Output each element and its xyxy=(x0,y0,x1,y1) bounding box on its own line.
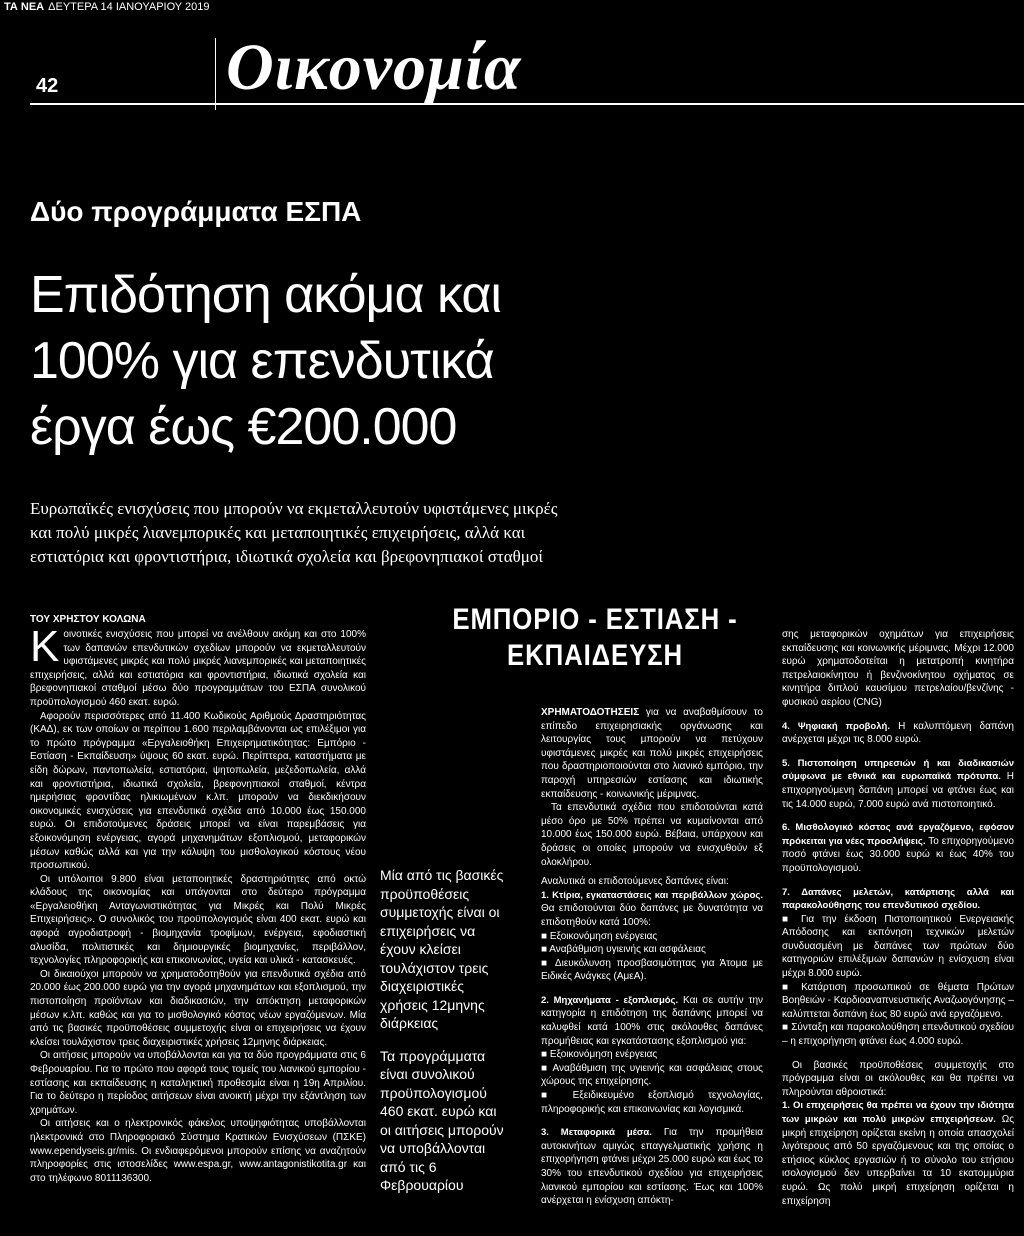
article-paragraph: Αφορούν περισσότερες από 11.400 Κωδικούς Αριθμούς Δραστηριότητας (ΚΑΔ), εκ των οποίων οι περίπου 1.600 περιλαμβάνονται ως επιλέξιμοι για το πρώτο πρόγραμμα «Εργαλειοθήκη Επιχειρηματικότητας: Εμπόριο - Εστίαση - Εκπαίδευση» ύψους 60 εκατ. ευρώ. Περίπτερα, καταστήματα με είδη δώρων, παντοπωλεία, εστιατόρια, ψητοπωλεία, μεζεδοπωλεία, αλλά και φροντιστήρια, ιδιωτικά σχολεία, βρεφονηπιακοί σταθμοί, κέντρα ημερήσιας φροντίδας ηλικιωμένων κ.λπ. μπορούν να διεκδικήσουν οικονομικές ενισχύσεις για επενδυτικά σχέδια από 10.000 έως 150.000 ευρώ. Οι επιδοτούμενες δράσεις μπορεί να είναι παρεμβάσεις για εξοικονόμηση ενέργειας, αγορά μηχανημάτων εξοπλισμού, μεταφορικών μέσων καθώς αλλά και για την κάλυψη του μισθολογικού κόστους νέου προσωπικού. xyxy=(30,710,366,872)
box-item: 5. Πιστοποίηση υπηρεσιών ή και διαδικασιών σύμφωνα με εθνικά και ευρωπαϊκά πρότυπα. Η επιχορηγούμενη δαπάνη μπορεί να φτάνει έως και τις 14.000 ευρώ, 7.000 ευρώ ανά πιστοποιητικό. xyxy=(782,757,1014,810)
box-title xyxy=(434,602,756,674)
dateline: ΔΕΥΤΕΡΑ 14 ΙΑΝΟΥΑΡΙΟΥ 2019 xyxy=(48,1,210,13)
box-paragraph: Οι βασικές προϋποθέσεις συμμετοχής στο πρόγραμμα είναι οι ακόλουθες και θα πρέπει να πληρούνται αθροιστικά: xyxy=(782,1059,1014,1098)
article-kicker: Δύο προγράμματα ΕΣΠΑ xyxy=(30,196,362,227)
bullet-item: ■ Εξειδικευμένο εξοπλισμό τεχνολογίας, πληροφορικής και επικοινωνίας και λογισμικά. xyxy=(541,1089,763,1116)
bullet-item: ■ Εξοικονόμηση ενέργειας xyxy=(541,1048,763,1062)
pull-quote-text: Τα προγράμματα είναι συνολικού προϋπολογισμού 460 εκατ. ευρώ και οι αιτήσεις μπορούν να υποβάλλονται από τις 6 Φεβρουαρίου xyxy=(380,1047,504,1193)
article-paragraph: Οι αιτήσεις μπορούν να υποβάλλονται και για τα δύο προγράμματα στις 6 Φεβρουαρίου. Για το πρώτο που αφορά τους τομείς του λιανικού εμπορίου - εστίασης και εκπαίδευσης η καταληκτική προθεσμία είναι η 19η Απριλίου. Για το δεύτερο η περίοδος αιτήσεων είναι ανοικτή μέχρι την εξάντληση των χρημάτων. xyxy=(30,1050,366,1116)
masthead: ΤΑ ΝΕΑ xyxy=(4,1,45,13)
pull-quote xyxy=(380,866,508,1209)
article-paragraph: Οι δικαιούχοι μπορούν να χρηματοδοτηθούν για επενδυτικά σχέδια από 20.000 έως 200.000 ευρώ για την αγορά μηχανημάτων και εξοπλισμού, την πιστοποίηση προϊόντων και διαδικασιών, την απόκτηση μεταφορικών μέσων κ.λπ. καθώς και για το μισθολογικό κόστος νέων εργαζόμενων. Μία από τις βασικές προϋποθέσεις συμμετοχής είναι οι επιχειρήσεις να έχουν κλείσει τουλάχιστον τρεις διαχειριστικές χρήσεις 12μηνης διάρκειας. xyxy=(30,968,366,1048)
top-bar xyxy=(0,0,1024,14)
deck-line: Ευρωπαϊκές ενισχύσεις που μπορούν να εκμεταλλευτούν υφιστάμενες μικρές xyxy=(30,499,558,518)
bullet-item: ■ Αναβάθμιση της υγιεινής και ασφάλειας στους χώρους της επιχείρησης. xyxy=(541,1062,763,1089)
box-column-2 xyxy=(541,706,763,1208)
bullet-item: ■ Για την έκδοση Πιστοποιητικού Ενεργειακής Απόδοσης και εκπόνηση τεχνικών μελετών συνδυασμένη με δαπάνες των πρώτων δύο κατηγοριών επιλέξιμων δαπανών η ενίσχυση είναι μέχρι 8.000 ευρώ. xyxy=(782,913,1014,981)
bullet-item: ■ Διευκόλυνση προσβασιμότητας για Άτομα με Ειδικές Ανάγκες (ΑμεΑ). xyxy=(541,957,763,984)
article-paragraph: Κοινοτικές ενισχύσεις που μπορεί να ανέλθουν ακόμη και στο 100% των δαπανών επενδυτικών σχεδίων μπορούν να εκμεταλλευτούν υφιστάμενες μικρές και πολύ μικρές λιανεμπορικές και μεταποιητικές επιχειρήσεις, αλλά και εστιατόρια και φροντιστήρια, ιδιωτικά σχολεία και βρεφονηπιακοί σταθμοί μέσω δύο προγραμμάτων του ΕΣΠΑ συνολικού προϋπολογισμού 460 εκατ. ευρώ. xyxy=(30,622,366,708)
box-item: 4. Ψηφιακή προβολή. Η καλυπτόμενη δαπάνη ανέρχεται μέχρι τις 8.000 ευρώ. xyxy=(782,720,1014,746)
drop-cap: Κ xyxy=(30,622,60,671)
article-deck xyxy=(30,497,670,569)
box-item: 6. Μισθολογικό κόστος ανά εργαζόμενο, εφόσον πρόκειται για νέες προσλήψεις. Το επιχορηγούμενο ποσό φτάνει έως 30.000 ευρώ κι έως 40% του προϋπολογισμού. xyxy=(782,822,1014,874)
box-paragraph: σης μεταφορικών οχημάτων για επιχειρήσεις εκπαίδευσης και κοινωνικής μέριμνας. Μέχρι 12.000 ευρώ χρηματοδοτείται η μετατροπή κινητήρα πετρελαιοκίνητου ή βενζινοκίνητου οχήματος σε κινητήρα διπλού καυσίμου πετρελαίου/βενζίνης - φυσικού αερίου (CNG) xyxy=(782,629,1014,708)
page-number: 42 xyxy=(36,75,59,97)
article-headline xyxy=(30,262,670,460)
headline-line: Επιδότηση ακόμα και xyxy=(30,266,501,324)
box-paragraph: Αναλυτικά οι επιδοτούμενες δαπάνες είναι: xyxy=(541,876,729,888)
box-item: 1. Οι επιχειρήσεις θα πρέπει να έχουν την ιδιότητα των μικρών και πολύ μικρών επιχειρήσεων. Ως μικρή επιχείρηση ορίζεται εκείνη η οποία απασχολεί λιγότερους από 50 εργαζόμενους και της οποίας ο ετήσιος κύκλος εργασιών ή το σύνολο του ετήσιου ισολογισμού δεν υπερβαίνει τα 10 εκατομμύρια ευρώ. Ως πολύ μικρή επιχείρηση ορίζεται η επιχείρηση xyxy=(782,1100,1015,1207)
deck-line: εστιατόρια και φροντιστήρια, ιδιωτικά σχολεία και βρεφονηπιακοί σταθμοί xyxy=(30,547,543,566)
pull-quote-text: Μία από τις βασικές προϋποθέσεις συμμετοχής είναι οι επιχειρήσεις να έχουν κλείσει τουλάχιστον τρεις διαχειριστικές χρήσεις 12μηνης διάρκειας xyxy=(380,867,504,1031)
bullet-item: ■ Εξοικονόμηση ενέργειας xyxy=(541,930,763,944)
box-item-heading: 7. Δαπάνες μελετών, κατάρτισης αλλά και παρακολούθησης του επενδυτικού σχεδίου. xyxy=(782,886,1014,912)
header-divider xyxy=(215,38,216,110)
bullet-item: ■ Αναβάθμιση υγιεινής και ασφάλειας xyxy=(541,943,763,957)
article-column-1 xyxy=(30,622,366,1185)
headline-line: 100% για επενδυτικά xyxy=(30,332,494,390)
article-paragraph: Οι αιτήσεις και ο ηλεκτρονικός φάκελος υποψηφιότητας υποβάλλονται ηλεκτρονικά στο Πληροφοριακό Σύστημα Κρατικών Ενισχύσεων (ΠΣΚΕ) www.ependyseis.gr/mis. Οι ενδιαφερόμενοι μπορούν επίσης να αναζητούν πληροφορίες στις ιστοσελίδες www.espa.gr, www.antagonistikotita.gr και στο τηλέφωνο 8011136300. xyxy=(30,1118,366,1184)
box-item: 2. Μηχανήματα - εξοπλισμός. Και σε αυτήν την κατηγορία η επιδότηση της δαπάνης μπορεί να καλυφθεί κατά 100% στις ακόλουθες δαπάνες προμήθειας και εγκατάστασης εξοπλισμού για: xyxy=(541,994,764,1047)
box-title-line: ΕΚΠΑΙΔΕΥΣΗ xyxy=(507,639,683,672)
box-paragraph: ΧΡΗΜΑΤΟΔΟΤΗΣΕΙΣ για να αναβαθμίσουν το επίπεδο επιχειρησιακής οργάνωσης και λειτουργίας τους μπορούν να πετύχουν υφιστάμενες μικρές και πολύ μικρές επιχειρήσεις που δραστηριοποιούνται στο λιανικό εμπόριο, την παροχή υπηρεσιών εστίασης και ιδιωτικής εκπαίδευσης - κοινωνικής μέριμνας. xyxy=(541,707,763,800)
box-item: 1. Κτίρια, εγκαταστάσεις και περιβάλλων χώρος. Θα επιδοτούνται δύο δαπάνες με δυνατότητα να επιδοτηθούν κατά 100%: xyxy=(541,889,763,928)
header-rule xyxy=(30,103,1024,105)
headline-line: έργα έως €200.000 xyxy=(30,398,457,456)
box-title-line: ΕΜΠΟΡΙΟ - ΕΣΤΙΑΣΗ - xyxy=(452,603,738,636)
article-paragraph: Οι υπόλοιποι 9.800 είναι μεταποιητικές δραστηριότητες από οκτώ κλάδους της οικονομίας και υπάγονται στο δεύτερο πρόγραμμα «Εργαλειοθήκη Ανταγωνιστικότητας για Μικρές και Πολύ Μικρές Επιχειρήσεις». Ο συνολικός του προϋπολογισμός είναι 400 εκατ. ευρώ και αφορά αγροδιατροφή - βιομηχανία τροφίμων, ενέργεια, εφοδιαστική αλυσίδα, πολιτιστικές και δημιουργικές βιομηχανίες, περιβάλλον, τεχνολογίες πληροφορικής και επικοινωνίας, υγεία και υλικά - κατασκευές. xyxy=(30,873,366,967)
box-item: 3. Μεταφορικά μέσα. Για την προμήθεια αυτοκινήτων αμιγώς επαγγελματικής χρήσης η επιχορήγηση φτάνει μέχρι 25.000 ευρώ και έως το 30% του επενδυτικού σχεδίου για επιχειρήσεις λιανικού εμπορίου και εστίασης. Έως και 100% ανέρχεται η ενίσχυση απόκτη- xyxy=(541,1127,763,1207)
bullet-item: ■ Κατάρτιση προσωπικού σε θέματα Πρώτων Βοηθειών - Καρδιοαναπνευστικής Αναζωογόνησης – καλύπτεται δαπάνη έως 80 ευρώ ανά εργαζόμενο. xyxy=(782,981,1014,1022)
deck-line: και πολύ μικρές λιανεμπορικές και μεταποιητικές επιχειρήσεις, αλλά και xyxy=(30,523,526,542)
box-paragraph: Τα επενδυτικά σχέδια που επιδοτούνται κατά μέσο όρο με 50% πρέπει να κυμαίνονται από 10.000 έως 150.000 ευρώ. Βέβαια, υπάρχουν και δράσεις οι οποίες μπορούν να ενισχυθούν εξ ολοκλήρου. xyxy=(541,802,763,868)
byline: ΤΟΥ ΧΡΗΣΤΟΥ ΚΟΛΩΝΑ xyxy=(30,614,146,625)
box-column-3 xyxy=(782,628,1014,1208)
bullet-item: ■ Σύνταξη και παρακολούθηση επενδυτικού σχεδίου – η επιχορήγηση φτάνει έως 4.000 ευρώ. xyxy=(782,1021,1014,1048)
section-title: Οικονομία xyxy=(226,31,522,104)
